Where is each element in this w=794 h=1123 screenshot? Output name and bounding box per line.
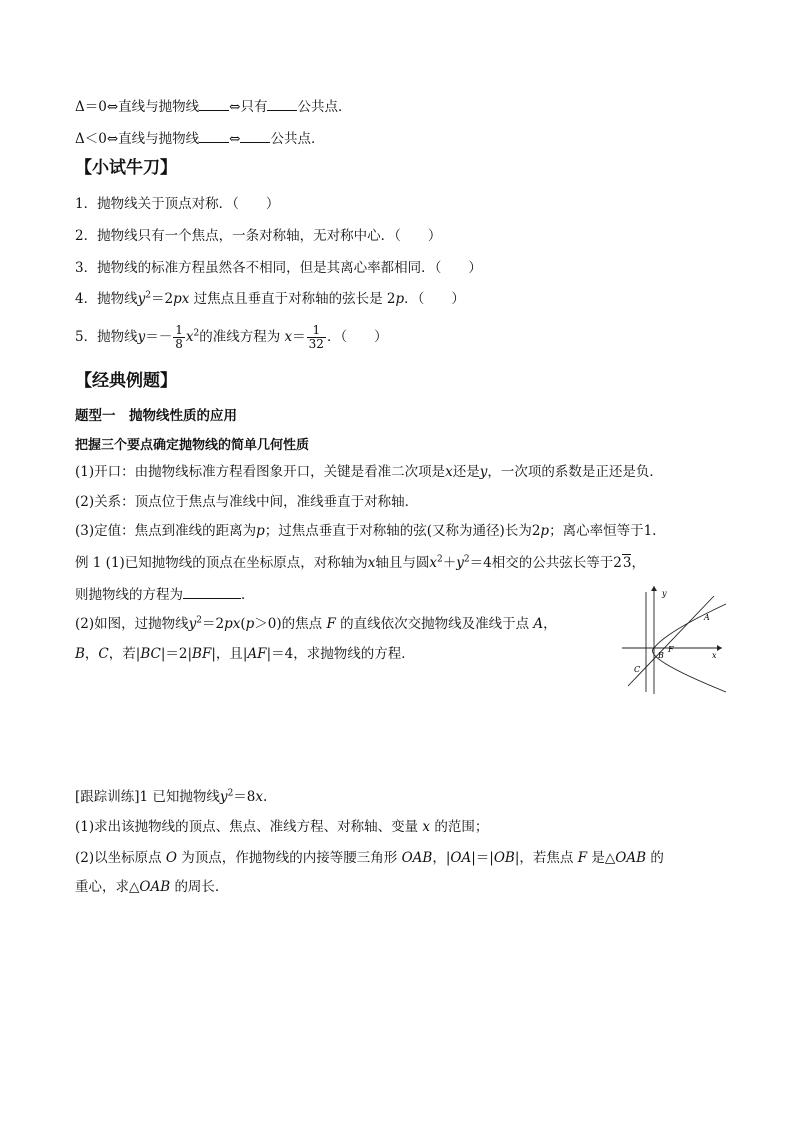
label-f: F xyxy=(668,645,674,654)
section-title-practice: 【小试牛刀】 xyxy=(75,158,177,178)
section-title-examples: 【经典例题】 xyxy=(75,371,177,391)
fraction-one-eighth: $\frac{1}{8}$ xyxy=(175,323,183,351)
question-5: 5．抛物线y＝－ $\frac{1}{8}$ $x^2$的准线方程为 x＝ $\frac{1}{32}$ ．（ ） xyxy=(75,323,388,351)
tracking-exercise-part-2-line-1: (2)以坐标原点 O 为顶点，作抛物线的内接等腰三角形 OAB，|OA|＝|OB|，若焦点 F 是△OAB 的 xyxy=(75,850,664,866)
example-1-part-2-line-2: B，C，若|BC|＝2|BF|，且|AF|＝4，求抛物线的方程． xyxy=(75,646,415,662)
question-4: 4．抛物线$y^2=2px$ 过焦点且垂直于对称轴的弦长是 2p．（ ） xyxy=(75,290,465,307)
label-c: C xyxy=(634,665,641,674)
question-2: 2．抛物线只有一个焦点，一条对称轴，无对称中心．（ ） xyxy=(75,228,442,244)
point-3: (3)定值：焦点到准线的距离为p；过焦点垂直于对称轴的弦(又称为通径)长为2p；离心率恒等于1. xyxy=(75,523,657,539)
question-1: 1．抛物线关于顶点对称．（ ） xyxy=(75,196,280,212)
key-points-title: 把握三个要点确定抛物线的简单几何性质 xyxy=(75,438,310,453)
example-1-part-1-answer: 则抛物线的方程为 ． xyxy=(75,584,255,604)
question-3: 3．抛物线的标准方程虽然各不相同，但是其离心率都相同．（ ） xyxy=(75,260,482,276)
delta-negative-line: Δ＜0⇔直线与抛物线 ⇔ 公共点． xyxy=(75,128,324,148)
label-x: x xyxy=(712,651,717,660)
parabola-figure xyxy=(618,584,730,696)
focal-chord-line xyxy=(628,596,714,686)
x-axis-arrow xyxy=(717,645,722,651)
point-1: (1)开口：由抛物线标准方程看图象开口，关键是看准二次项是x还是y，一次项的系数是正还是负． xyxy=(75,464,663,480)
point-2: (2)关系：顶点位于焦点与准线中间，准线垂直于对称轴． xyxy=(75,494,419,510)
example-1-part-2-line-1: (2)如图，过抛物线$y^2=2px(p>0)$的焦点 F 的直线依次交抛物线及准线于点 A， xyxy=(75,615,557,632)
type-one-title: 题型一 抛物线性质的应用 xyxy=(75,408,237,424)
label-a: A xyxy=(704,613,710,622)
tracking-exercise-part-1: (1)求出该抛物线的顶点、焦点、准线方程、对称轴、变量 x 的范围； xyxy=(75,819,489,835)
tracking-exercise-part-2-line-2: 重心，求△OAB 的周长． xyxy=(75,879,229,895)
delta-zero-line: Δ＝0⇔直线与抛物线 ⇔只有 公共点． xyxy=(75,96,351,116)
label-y: y xyxy=(662,589,667,598)
example-1-part-1: 例 1 (1)已知抛物线的顶点在坐标原点，对称轴为x轴且与圆$x^2+y^2=4$相交的公共弦长等于23， xyxy=(75,554,645,571)
fraction-one-thirty-second: $\frac{1}{32}$ xyxy=(308,323,324,351)
y-axis-arrow xyxy=(651,586,657,591)
tracking-exercise-title: [跟踪训练]1 已知抛物线$y^2=8x$. xyxy=(75,788,268,805)
label-b: B xyxy=(658,651,664,660)
